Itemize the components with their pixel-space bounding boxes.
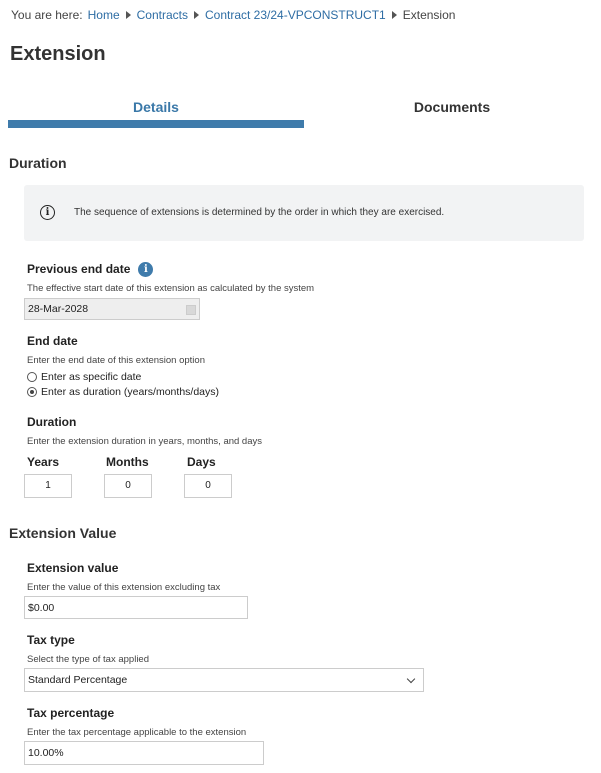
years-input[interactable]: 1 [24,474,72,498]
tax-type-label: Tax type [27,633,75,647]
breadcrumb-contracts-link[interactable]: Contracts [136,8,188,22]
tax-percentage-input[interactable] [24,741,264,765]
calendar-icon [186,305,196,315]
extension-value-section-title: Extension Value [9,525,117,541]
breadcrumb [11,8,455,22]
end-date-duration-radio[interactable] [27,386,219,398]
previous-end-date-help: The effective start date of this extension as calculated by the system [27,283,315,294]
tax-type-selected-value: Standard Percentage [28,674,128,686]
tab-documents[interactable]: Documents [413,99,491,115]
sequence-notice [24,185,584,241]
info-icon: i [40,205,55,220]
breadcrumb-contract-link[interactable]: Contract 23/24-VPCONSTRUCT1 [205,8,386,22]
previous-end-date-field [24,298,200,320]
breadcrumb-separator-icon [126,11,131,19]
duration-help: Enter the extension duration in years, months, and days [27,436,262,447]
extension-value-text: $0.00 [28,601,55,614]
months-input[interactable]: 0 [104,474,152,498]
tax-percentage-help: Enter the tax percentage applicable to the extension [27,727,247,738]
active-tab-indicator [8,120,304,128]
extension-value-label: Extension value [27,561,119,575]
days-input[interactable]: 0 [184,474,232,498]
end-date-specific-radio[interactable] [27,371,141,383]
end-date-help: Enter the end date of this extension option [27,355,205,366]
extension-value-input[interactable] [24,596,248,619]
tax-percentage-label: Tax percentage [27,706,115,720]
tab-details[interactable]: Details [133,99,179,115]
end-date-specific-label: Enter as specific date [41,371,142,383]
sequence-notice-text: The sequence of extensions is determined by the order in which they are exercised. [74,207,445,218]
breadcrumb-label: You are here: [11,8,83,22]
breadcrumb-home-link[interactable]: Home [87,8,120,22]
extension-value-help: Enter the value of this extension excluding tax [27,582,221,593]
duration-label: Duration [27,415,77,429]
years-label: Years [27,455,60,469]
breadcrumb-current: Extension [402,8,456,22]
radio-button[interactable] [27,372,37,382]
tax-type-select[interactable] [24,668,424,692]
chevron-down-icon [407,674,415,682]
breadcrumb-separator-icon [392,11,397,19]
months-label: Months [106,455,149,469]
radio-button-selected[interactable] [27,387,37,397]
end-date-duration-label: Enter as duration (years/months/days) [41,386,219,398]
tax-percentage-text: 10.00% [28,747,64,759]
end-date-label: End date [27,334,78,348]
previous-end-date-label-text: Previous end date [27,262,131,276]
previous-end-date-value: 28-Mar-2028 [28,303,89,315]
breadcrumb-separator-icon [194,11,199,19]
page-title: Extension [10,43,106,65]
previous-end-date-label [27,262,153,277]
info-icon[interactable]: i [138,262,153,277]
tax-type-help: Select the type of tax applied [27,654,149,665]
duration-section-title: Duration [9,155,67,171]
days-label: Days [187,455,216,469]
